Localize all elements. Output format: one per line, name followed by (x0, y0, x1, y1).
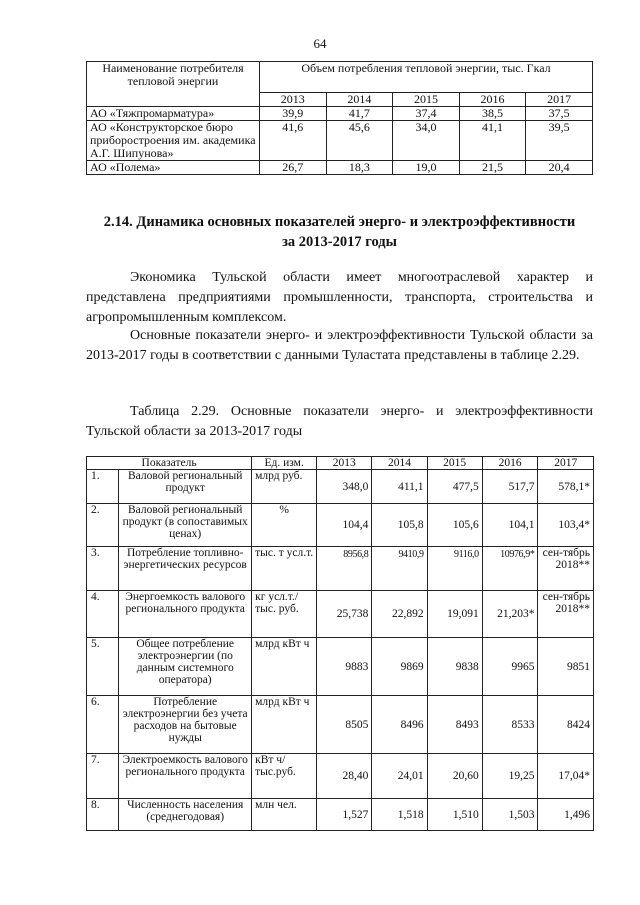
indicator-name: Валовой региональный продукт (119, 470, 252, 504)
value-cell: 39,5 (526, 121, 593, 161)
value-cell: 19,091 (427, 591, 482, 638)
value-cell: 9838 (427, 638, 482, 696)
value-cell: 39,9 (260, 107, 327, 121)
row-number: 8. (87, 799, 119, 831)
unit-cell: % (252, 504, 317, 547)
value-cell: 37,5 (526, 107, 593, 121)
year-header: 2015 (393, 93, 460, 107)
row-number: 4. (87, 591, 119, 638)
value-cell: 103,4* (538, 504, 594, 547)
value-cell: 517,7 (482, 470, 538, 504)
value-cell: 8424 (538, 696, 594, 754)
consumer-name: АО «Конструкторское бюро приборостроения им. академика А.Г. Шипунова» (87, 121, 260, 161)
year-header: 2016 (459, 93, 526, 107)
value-cell: 9410,9 (372, 547, 427, 591)
table-row (87, 547, 594, 591)
indicator-name: Потребление электроэнергии без учета расходов на бытовые нужды (119, 696, 252, 754)
header-indicator: Показатель (87, 457, 252, 470)
consumer-name: АО «Тяжпромарматура» (87, 107, 260, 121)
value-cell: 1,510 (427, 799, 482, 831)
row-number: 2. (87, 504, 119, 547)
table-row (87, 504, 594, 547)
indicator-name: Валовой региональный продукт (в сопоставимых ценах) (119, 504, 252, 547)
consumer-name: АО «Полема» (87, 161, 260, 175)
table-row (87, 121, 593, 161)
value-cell: 9883 (317, 638, 372, 696)
paragraph-indicators-text: Основные показатели энерго- и электроэффективности Тульской области за 2013-2017 годы в соответствии с данными Туластата представлены в таблице 2.29. (86, 328, 593, 363)
table-row (87, 638, 594, 696)
indicator-name: Электроемкость валового регионального продукта (119, 754, 252, 799)
unit-cell: млрд кВт ч (252, 638, 317, 696)
value-cell: 104,1 (482, 504, 538, 547)
value-cell: 19,0 (393, 161, 460, 175)
section-heading-line1: 2.14. Динамика основных показателей энерго- и электроэффективности (103, 214, 576, 230)
value-cell: 411,1 (372, 470, 427, 504)
value-cell: 28,40 (317, 754, 372, 799)
value-cell: 8493 (427, 696, 482, 754)
indicator-name: Общее потребление электроэнергии (по данным системного оператора) (119, 638, 252, 696)
value-cell: 1,496 (538, 799, 594, 831)
year-header: 2017 (538, 457, 594, 470)
value-cell: 45,6 (326, 121, 393, 161)
value-cell: 104,4 (317, 504, 372, 547)
value-cell: сен-тябрь 2018** (538, 591, 594, 638)
value-cell: 8533 (482, 696, 538, 754)
value-cell: 37,4 (393, 107, 460, 121)
value-cell: 8956,8 (317, 547, 372, 591)
header-unit: Ед. изм. (252, 457, 317, 470)
value-cell: 19,25 (482, 754, 538, 799)
year-header: 2013 (317, 457, 372, 470)
value-cell: 24,01 (372, 754, 427, 799)
value-cell: 9116,0 (427, 547, 482, 591)
row-number: 3. (87, 547, 119, 591)
value-cell: 34,0 (393, 121, 460, 161)
page-number: 64 (313, 36, 327, 51)
value-cell: 9869 (372, 638, 427, 696)
table-row (87, 591, 594, 638)
unit-cell: млрд кВт ч (252, 696, 317, 754)
unit-cell: тыс. т усл.т. (252, 547, 317, 591)
indicator-name: Энергоемкость валового регионального продукта (119, 591, 252, 638)
value-cell: 41,6 (260, 121, 327, 161)
value-cell: 9851 (538, 638, 594, 696)
value-cell: 17,04* (538, 754, 594, 799)
header-volume: Объем потребления тепловой энергии, тыс. Гкал (260, 62, 593, 93)
table-row (87, 754, 594, 799)
table-caption-text: Таблица 2.29. Основные показатели энерго- и электроэффективности Тульской области за 2013-2017 годы (86, 404, 593, 439)
row-number: 6. (87, 696, 119, 754)
value-cell: 20,4 (526, 161, 593, 175)
table-row (87, 470, 594, 504)
paragraph-indicators (86, 326, 593, 366)
value-cell: 41,7 (326, 107, 393, 121)
year-header: 2014 (372, 457, 427, 470)
heat-consumption-table (86, 61, 593, 175)
row-number: 7. (87, 754, 119, 799)
value-cell: 26,7 (260, 161, 327, 175)
value-cell: 22,892 (372, 591, 427, 638)
unit-cell: млрд руб. (252, 470, 317, 504)
year-header: 2014 (326, 93, 393, 107)
paragraph-economy-text: Экономика Тульской области имеет многоотраслевой характер и представлена предприятиями промышленности, транспорта, строительства и агропромышленным комплексом. (86, 270, 593, 325)
efficiency-indicators-table (86, 456, 594, 831)
value-cell: 105,8 (372, 504, 427, 547)
table-row (87, 799, 594, 831)
indicator-name: Потребление топливно-энергетических ресурсов (119, 547, 252, 591)
year-header: 2016 (482, 457, 538, 470)
table-caption (86, 402, 593, 442)
value-cell: 1,518 (372, 799, 427, 831)
value-cell: 25,738 (317, 591, 372, 638)
value-cell: 8505 (317, 696, 372, 754)
row-number: 5. (87, 638, 119, 696)
value-cell: 348,0 (317, 470, 372, 504)
value-cell: 21,203* (482, 591, 538, 638)
value-cell: 41,1 (459, 121, 526, 161)
table-row (87, 696, 594, 754)
unit-cell: кг усл.т./ тыс. руб. (252, 591, 317, 638)
unit-cell: кВт ч/ тыс.руб. (252, 754, 317, 799)
year-header: 2013 (260, 93, 327, 107)
table-header-row (87, 457, 594, 470)
value-cell: 21,5 (459, 161, 526, 175)
section-heading (86, 212, 593, 252)
indicator-name: Численность населения (среднегодовая) (119, 799, 252, 831)
value-cell: 1,527 (317, 799, 372, 831)
value-cell: 1,503 (482, 799, 538, 831)
header-consumer-name: Наименование потребителя тепловой энергии (87, 62, 260, 107)
unit-cell: млн чел. (252, 799, 317, 831)
value-cell: сен-тябрь 2018** (538, 547, 594, 591)
value-cell: 38,5 (459, 107, 526, 121)
value-cell: 18,3 (326, 161, 393, 175)
paragraph-economy (86, 268, 593, 328)
value-cell: 105,6 (427, 504, 482, 547)
value-cell: 9965 (482, 638, 538, 696)
value-cell: 10976,9* (482, 547, 538, 591)
section-heading-line2: за 2013-2017 годы (282, 234, 397, 250)
year-header: 2015 (427, 457, 482, 470)
value-cell: 477,5 (427, 470, 482, 504)
year-header: 2017 (526, 93, 593, 107)
row-number: 1. (87, 470, 119, 504)
table-row (87, 161, 593, 175)
value-cell: 8496 (372, 696, 427, 754)
value-cell: 20,60 (427, 754, 482, 799)
value-cell: 578,1* (538, 470, 594, 504)
table-row (87, 107, 593, 121)
